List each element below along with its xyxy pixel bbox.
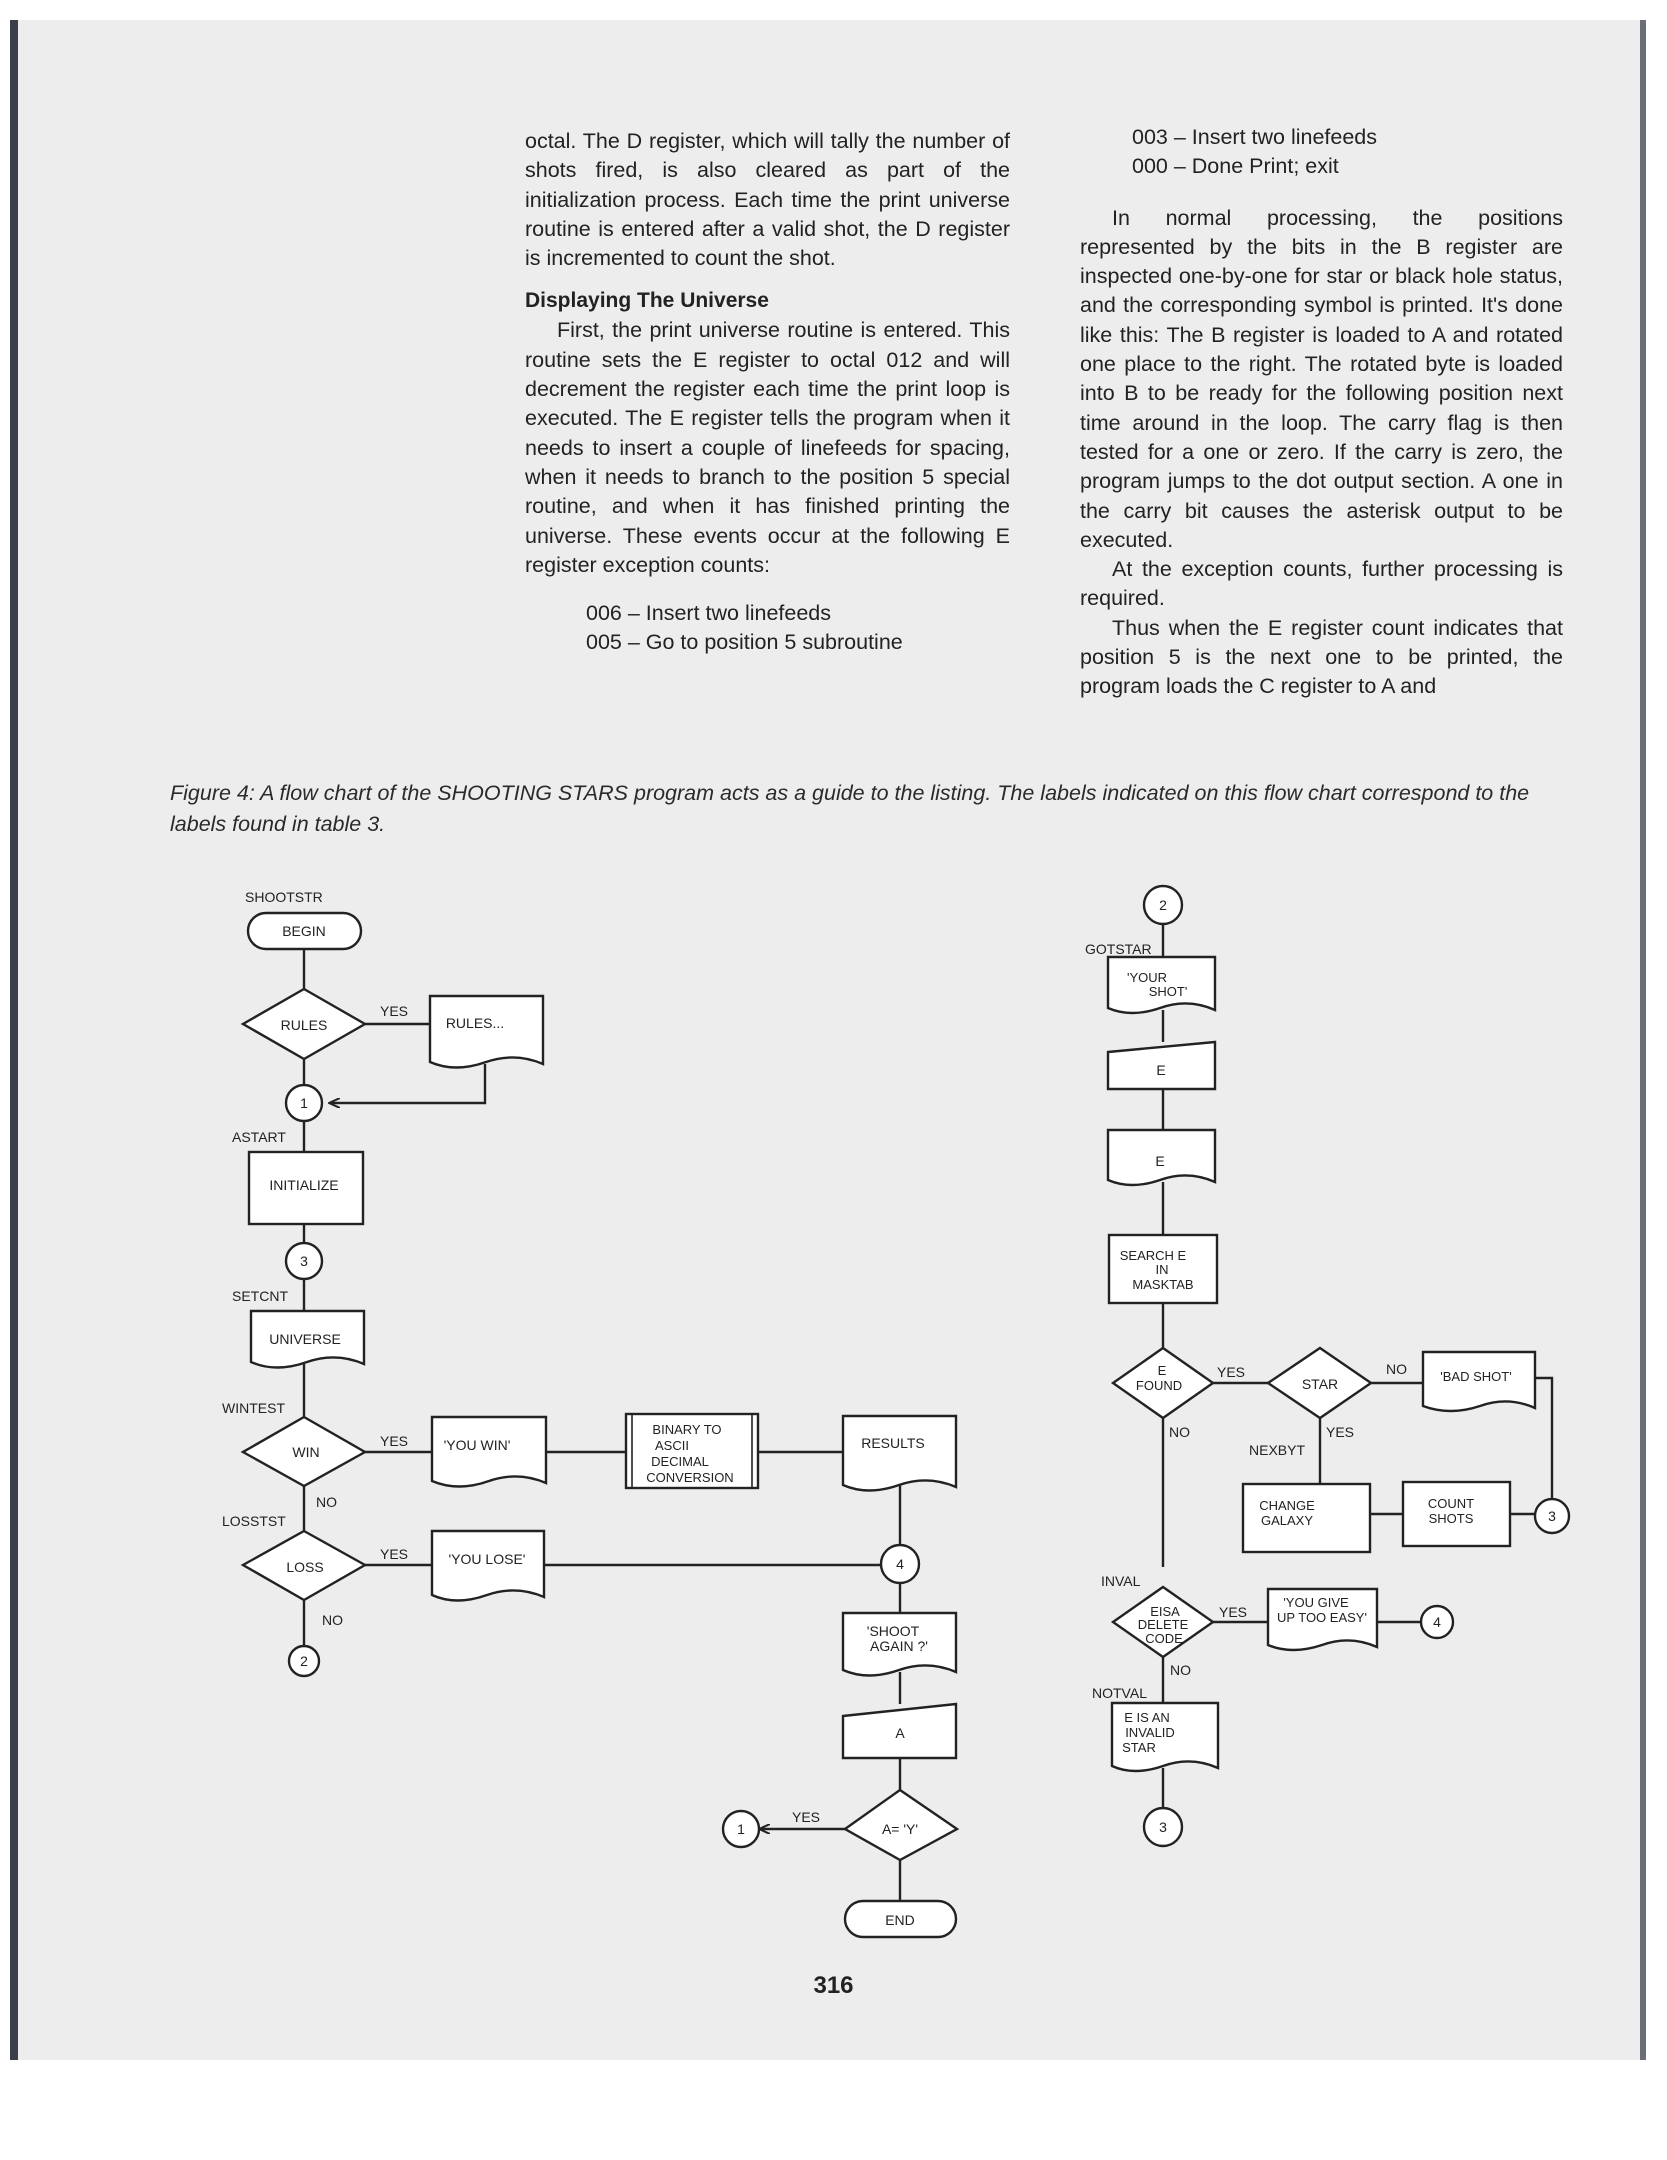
connector-2-label: 2 — [300, 1653, 308, 1669]
code-item: 000 – Done Print; exit — [1132, 154, 1339, 179]
label-inval: INVAL — [1101, 1573, 1141, 1589]
label-gotstar: GOTSTAR — [1085, 941, 1152, 957]
count-shots-line: COUNT — [1427, 1496, 1475, 1511]
label-wintest: WINTEST — [222, 1400, 285, 1416]
invalid-star-line: STAR — [1122, 1740, 1156, 1755]
label-losstst: LOSSTST — [222, 1513, 286, 1529]
label-nexbyt: NEXBYT — [1249, 1442, 1306, 1458]
bad-shot-label: 'BAD SHOT' — [1440, 1369, 1512, 1384]
no-label: NO — [322, 1612, 343, 1628]
code-item: 006 – Insert two linefeeds — [586, 601, 832, 626]
left-paragraph-2: First, the print universe routine is entered. This routine sets the E register to octal 012 and will decrement the register each time the print loop is executed. The E register tells the program when it needs to insert a couple of linefeeds for spacing, when it needs to branch to the position 5 special routine, and when it has finished printing the universe. These events occur at the following E register exception counts: — [525, 318, 1010, 577]
connector-3-label: 3 — [1548, 1508, 1556, 1524]
label-notval: NOTVAL — [1092, 1685, 1147, 1701]
your-shot-line: 'YOUR — [1126, 970, 1168, 985]
star-label: STAR — [1301, 1376, 1339, 1392]
search-line: IN — [1155, 1262, 1169, 1277]
yes-label: YES — [380, 1433, 409, 1449]
right-paragraph-2: At the exception counts, further processing is required. — [1080, 557, 1563, 611]
initialize-label: INITIALIZE — [269, 1177, 339, 1193]
label-astart: ASTART — [232, 1129, 286, 1145]
right-paragraph-3: Thus when the E register count indicates that position 5 is the next one to be printed, the program loads the C register to A and — [1080, 615, 1563, 699]
your-shot-line: SHOT' — [1148, 984, 1188, 999]
universe-label: UNIVERSE — [269, 1331, 341, 1347]
connector-3-label: 3 — [1159, 1819, 1167, 1835]
rules-doc-label: RULES... — [445, 1015, 505, 1031]
right-paragraph-1: In normal processing, the positions represented by the bits in the B register are inspected one-by-one for star or black hole status, and the corresponding symbol is printed. It's done like this: The B register is loaded to A and rotated one place to the right. The rotated byte is loaded into B to be ready for the following position next time around in the loop. The carry flag is then tested for a one or zero. If the carry is zero, the program jumps to the dot output section. A one in the carry bit causes the asterisk output to be executed. — [1080, 205, 1563, 552]
e-found-line: FOUND — [1135, 1378, 1183, 1393]
code-item: 005 – Go to position 5 subroutine — [586, 630, 903, 655]
delete-code-line: EISA — [1150, 1604, 1180, 1619]
connector-2-label: 2 — [1159, 897, 1167, 913]
no-label: NO — [316, 1494, 337, 1510]
win-label: WIN — [292, 1444, 320, 1460]
shoot-again-line: AGAIN ?' — [870, 1638, 928, 1654]
left-paragraph-1: octal. The D register, which will tally the number of shots fired, is also cleared as part of the initialization process. Each time the print universe routine is entered after a valid shot, the D register is incremented to count the shot. — [525, 129, 1010, 271]
end-label: END — [885, 1912, 915, 1928]
no-label: NO — [1169, 1424, 1190, 1440]
yes-label: YES — [380, 1003, 409, 1019]
delete-code-line: CODE — [1145, 1631, 1183, 1646]
you-win-label: 'YOU WIN' — [443, 1437, 511, 1453]
binary-line: DECIMAL — [651, 1454, 709, 1469]
results-label: RESULTS — [861, 1435, 925, 1451]
no-label: NO — [1386, 1361, 1407, 1377]
yes-label: YES — [1219, 1604, 1248, 1620]
code-item: 003 – Insert two linefeeds — [1132, 125, 1378, 149]
label-shootstr: SHOOTSTR — [245, 889, 323, 905]
connector-1-label: 1 — [737, 1821, 745, 1837]
delete-code-line: DELETE — [1137, 1617, 1189, 1632]
you-give-up-line: UP TOO EASY' — [1277, 1610, 1367, 1625]
flow-shapes — [243, 886, 1569, 1937]
binary-line: BINARY TO — [652, 1422, 722, 1437]
section-heading: Displaying The Universe — [525, 289, 769, 313]
binary-line: CONVERSION — [646, 1470, 734, 1485]
yes-label: YES — [380, 1546, 409, 1562]
change-galaxy-line: GALAXY — [1260, 1513, 1314, 1528]
connector-4-label: 4 — [1433, 1614, 1441, 1630]
begin-label: BEGIN — [282, 923, 326, 939]
shoot-again-line: 'SHOOT — [866, 1623, 920, 1639]
rules-decision-label: RULES — [280, 1017, 328, 1033]
figure-caption: Figure 4: A flow chart of the SHOOTING STARS program acts as a guide to the listing. The labels indicated on this flow chart correspond to the labels found in table 3. — [170, 781, 1530, 836]
results-document — [843, 1416, 956, 1491]
search-line: MASKTAB — [1132, 1277, 1194, 1292]
you-lose-label: 'YOU LOSE' — [448, 1551, 526, 1567]
e-found-line: E — [1157, 1363, 1167, 1378]
branch-labels — [316, 1003, 1407, 1825]
yes-label: YES — [1326, 1424, 1355, 1440]
invalid-star-line: E IS AN — [1124, 1710, 1170, 1725]
change-galaxy-line: CHANGE — [1259, 1498, 1315, 1513]
loss-label: LOSS — [286, 1559, 324, 1575]
connector-1-label: 1 — [300, 1095, 308, 1111]
you-give-up-line: 'YOU GIVE — [1283, 1595, 1349, 1610]
no-label: NO — [1170, 1662, 1191, 1678]
binary-line: ASCII — [655, 1438, 689, 1453]
connector-4-label: 4 — [896, 1556, 904, 1572]
page-number: 316 — [813, 1972, 854, 1999]
invalid-star-line: INVALID — [1125, 1725, 1175, 1740]
e-input-label: E — [1156, 1062, 1166, 1078]
rules-document — [430, 996, 543, 1068]
yes-label: YES — [1217, 1364, 1246, 1380]
yes-label: YES — [792, 1809, 821, 1825]
a-input-label: A — [895, 1725, 905, 1741]
e-doc-label: E — [1155, 1153, 1165, 1169]
count-shots-line: SHOTS — [1428, 1511, 1474, 1526]
search-line: SEARCH E — [1119, 1248, 1187, 1263]
connector-3-label: 3 — [300, 1253, 308, 1269]
label-setcnt: SETCNT — [232, 1288, 288, 1304]
a-equals-y-label: A= 'Y' — [881, 1821, 919, 1837]
